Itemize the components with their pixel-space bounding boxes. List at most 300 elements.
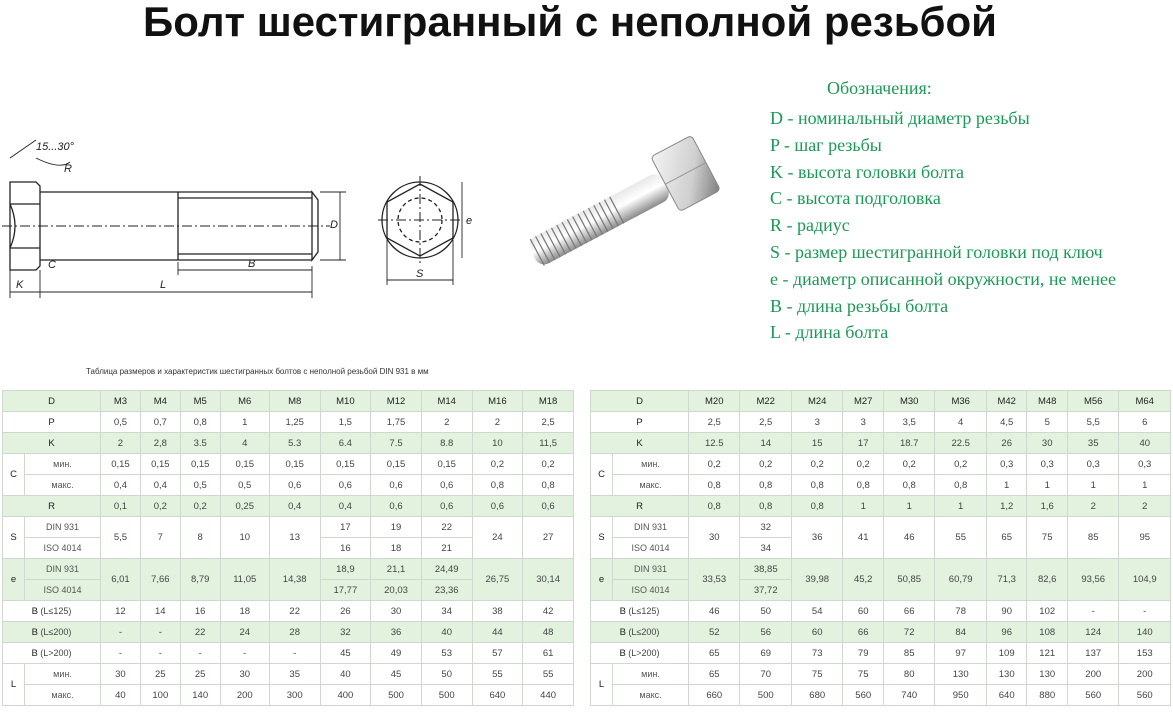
table-cell: 11,05 — [220, 559, 269, 601]
table-cell: 24 — [220, 622, 269, 643]
table-cell: 1,75 — [371, 412, 422, 433]
table-cell: 0,2 — [472, 454, 523, 475]
table-row — [3, 496, 574, 517]
row-label: DIN 931 — [613, 559, 689, 580]
table-cell: 40 — [101, 685, 141, 706]
table-cell: 17 — [843, 433, 884, 454]
table-cell: 500 — [371, 685, 422, 706]
table-cell: 40 — [1119, 433, 1171, 454]
table-cell: 44 — [472, 622, 523, 643]
table-cell: 0,6 — [472, 496, 523, 517]
table-cell: 69 — [740, 643, 791, 664]
table-cell: 0,15 — [269, 454, 320, 475]
row-label: DIN 931 — [25, 559, 101, 580]
table-cell: 1,6 — [1027, 496, 1068, 517]
row-label: C — [3, 454, 25, 496]
row-label: C — [591, 454, 613, 496]
table-cell: 14 — [740, 433, 791, 454]
table-cell: 0,3 — [1027, 454, 1068, 475]
table-cell: 0,8 — [472, 475, 523, 496]
table-cell: 30 — [371, 601, 422, 622]
table-cell: 93,56 — [1067, 559, 1118, 601]
legend-item: K - высота головки болта — [770, 161, 964, 182]
column-header: M14 — [421, 391, 472, 412]
table-row — [591, 391, 1171, 412]
table-row — [3, 664, 574, 685]
table-cell: 0,8 — [791, 496, 842, 517]
b-label: B — [619, 605, 626, 617]
table-cell: 0,6 — [421, 496, 472, 517]
row-label — [3, 643, 101, 664]
table-cell: 16 — [320, 538, 371, 559]
table-cell: 0,2 — [935, 454, 986, 475]
table-cell: 17,77 — [320, 580, 371, 601]
table-cell: 35 — [1067, 433, 1118, 454]
table-cell: 5,5 — [1067, 412, 1118, 433]
table-cell: 6 — [1119, 412, 1171, 433]
table-cell: 18 — [220, 601, 269, 622]
table-cell: 22.5 — [935, 433, 986, 454]
row-label: R — [591, 496, 689, 517]
table-row — [3, 517, 574, 538]
table-cell: 50,85 — [883, 559, 934, 601]
table-cell: 130 — [986, 664, 1027, 685]
table-row — [3, 559, 574, 580]
table-row — [591, 496, 1171, 517]
table-row — [3, 454, 574, 475]
table-cell: 2 — [421, 412, 472, 433]
column-header: M48 — [1027, 391, 1068, 412]
table-cell: 3 — [791, 412, 842, 433]
table-cell: 20,03 — [371, 580, 422, 601]
b-condition: (L≤200) — [37, 626, 72, 637]
table-cell: 660 — [689, 685, 740, 706]
table-cell: 46 — [883, 517, 934, 559]
table-cell: 1 — [1119, 475, 1171, 496]
dimensions-table-2 — [590, 390, 1171, 706]
drawing-label-B: B — [248, 258, 256, 270]
table-cell: 0,5 — [101, 412, 141, 433]
table-cell: 2 — [101, 433, 141, 454]
drawing-label-L: L — [160, 279, 167, 291]
table-cell: 0,6 — [421, 475, 472, 496]
table-cell: 200 — [1119, 664, 1171, 685]
table-cell: 32 — [320, 622, 371, 643]
table-cell: 1 — [843, 496, 884, 517]
column-header: M6 — [220, 391, 269, 412]
table-cell: 0,2 — [740, 454, 791, 475]
table-cell: 440 — [523, 685, 574, 706]
table-cell: 0,8 — [689, 475, 740, 496]
table-cell: 26 — [986, 433, 1027, 454]
table-row — [591, 622, 1171, 643]
table-cell: 1 — [883, 496, 934, 517]
table-cell: 124 — [1067, 622, 1118, 643]
row-label: DIN 931 — [25, 517, 101, 538]
table-cell: 27 — [523, 517, 574, 559]
bolt-drawing — [0, 120, 480, 305]
table-cell: 84 — [935, 622, 986, 643]
table-cell: 46 — [689, 601, 740, 622]
table-cell: 39,98 — [791, 559, 842, 601]
table-cell: 13 — [269, 517, 320, 559]
table-cell: 60 — [791, 622, 842, 643]
table-cell: 0,6 — [371, 475, 422, 496]
table-cell: - — [180, 643, 220, 664]
row-label: K — [591, 433, 689, 454]
table-cell: 140 — [1119, 622, 1171, 643]
table-cell: 0,8 — [689, 496, 740, 517]
table-cell: 7,66 — [140, 559, 180, 601]
table-row — [3, 685, 574, 706]
legend-item: L - длина болта — [770, 322, 889, 343]
table-cell: 12 — [101, 601, 141, 622]
table-cell: 500 — [421, 685, 472, 706]
row-label — [591, 601, 689, 622]
table-cell: 200 — [220, 685, 269, 706]
table-cell: 300 — [269, 685, 320, 706]
table-cell: 0,4 — [320, 496, 371, 517]
table-cell: 2,5 — [689, 412, 740, 433]
table-cell: 70 — [740, 664, 791, 685]
table-cell: 66 — [843, 622, 884, 643]
table-cell: 560 — [1067, 685, 1118, 706]
table-cell: 0,8 — [523, 475, 574, 496]
drawing-label-D: D — [330, 219, 338, 231]
table-cell: 2 — [1119, 496, 1171, 517]
table-cell: 104,9 — [1119, 559, 1171, 601]
table-row — [3, 622, 574, 643]
table-row — [3, 475, 574, 496]
table-cell: 0,15 — [371, 454, 422, 475]
table-cell: 30 — [1027, 433, 1068, 454]
table-cell: 72 — [883, 622, 934, 643]
table-cell: 8 — [180, 517, 220, 559]
table-cell: - — [101, 643, 141, 664]
table-cell: 95 — [1119, 517, 1171, 559]
column-header: M8 — [269, 391, 320, 412]
column-header: M56 — [1067, 391, 1118, 412]
table-cell: 7 — [140, 517, 180, 559]
table-row — [591, 412, 1171, 433]
table-cell: - — [269, 643, 320, 664]
table-cell: 24 — [472, 517, 523, 559]
table-cell: 1,25 — [269, 412, 320, 433]
table-cell: 121 — [1027, 643, 1068, 664]
table-cell: 2,8 — [140, 433, 180, 454]
table-cell: 42 — [523, 601, 574, 622]
row-label: макс. — [25, 685, 101, 706]
table-cell: 40 — [421, 622, 472, 643]
legend-item: D - номинальный диаметр резьбы — [770, 108, 1030, 128]
row-label: мин. — [25, 664, 101, 685]
table-cell: 55 — [523, 664, 574, 685]
column-header: M20 — [689, 391, 740, 412]
table-cell: 30,14 — [523, 559, 574, 601]
table-cell: 0,3 — [986, 454, 1027, 475]
table-cell: 60,79 — [935, 559, 986, 601]
table-cell: 33,53 — [689, 559, 740, 601]
b-condition: (L≤200) — [625, 626, 660, 637]
b-condition: (L>200) — [37, 647, 72, 658]
table-cell: 57 — [472, 643, 523, 664]
table-cell: 0,2 — [689, 454, 740, 475]
table-row — [591, 664, 1171, 685]
table-cell: 55 — [935, 517, 986, 559]
table-cell: 2,5 — [523, 412, 574, 433]
table-cell: 1 — [1027, 475, 1068, 496]
table-cell: 56 — [740, 622, 791, 643]
row-label — [3, 622, 101, 643]
table-cell: 73 — [791, 643, 842, 664]
drawing-label-K: K — [16, 279, 24, 291]
row-label: P — [3, 412, 101, 433]
table-cell: 0,15 — [320, 454, 371, 475]
table-cell: 65 — [689, 643, 740, 664]
table-cell: 15 — [791, 433, 842, 454]
table-cell: 1 — [935, 496, 986, 517]
column-header: M16 — [472, 391, 523, 412]
table-cell: 0,15 — [180, 454, 220, 475]
table-cell: 25 — [140, 664, 180, 685]
table-cell: 640 — [986, 685, 1027, 706]
table-cell: 80 — [883, 664, 934, 685]
table-row — [591, 685, 1171, 706]
bolt-photo — [500, 118, 760, 288]
table-cell: 41 — [843, 517, 884, 559]
table-cell: 61 — [523, 643, 574, 664]
legend-item: R - радиус — [770, 215, 850, 236]
table-cell: 30 — [220, 664, 269, 685]
table-cell: 66 — [883, 601, 934, 622]
b-condition: (L≤125) — [37, 605, 72, 616]
table-cell: 1 — [986, 475, 1027, 496]
table-row — [591, 601, 1171, 622]
table-cell: 0,3 — [1119, 454, 1171, 475]
b-label: B — [31, 626, 38, 638]
table-cell: 0,15 — [140, 454, 180, 475]
table-cell: 11,5 — [523, 433, 574, 454]
table-cell: 85 — [883, 643, 934, 664]
table-cell: 0,6 — [320, 475, 371, 496]
table-cell: 0,4 — [140, 475, 180, 496]
table-row — [3, 412, 574, 433]
table-cell: 108 — [1027, 622, 1068, 643]
table-cell: 0,4 — [269, 496, 320, 517]
table-row — [3, 391, 574, 412]
table-cell: 102 — [1027, 601, 1068, 622]
table-cell: 22 — [421, 517, 472, 538]
table-cell: 140 — [180, 685, 220, 706]
table-cell: 97 — [935, 643, 986, 664]
table-cell: 0,8 — [740, 496, 791, 517]
table-cell: 0,1 — [101, 496, 141, 517]
table-cell: 32 — [740, 517, 791, 538]
table-cell: 60 — [843, 601, 884, 622]
drawing-label-e: e — [466, 215, 473, 227]
table-cell: 5 — [1027, 412, 1068, 433]
legend-heading: Обозначения: — [827, 78, 932, 98]
table-cell: 0,6 — [269, 475, 320, 496]
table-cell: 75 — [1027, 517, 1068, 559]
table-cell: 950 — [935, 685, 986, 706]
table-cell: 34 — [740, 538, 791, 559]
row-label: D — [591, 391, 689, 412]
table-cell: 640 — [472, 685, 523, 706]
row-label — [591, 622, 689, 643]
table-cell: 8.8 — [421, 433, 472, 454]
row-label: мин. — [613, 454, 689, 475]
table-cell: 71,3 — [986, 559, 1027, 601]
column-header: M30 — [883, 391, 934, 412]
table-cell: 1,5 — [320, 412, 371, 433]
table-cell: 65 — [986, 517, 1027, 559]
column-header: M12 — [371, 391, 422, 412]
table-cell: 560 — [1119, 685, 1171, 706]
table-cell: 18,9 — [320, 559, 371, 580]
table-cell: 100 — [140, 685, 180, 706]
legend-item: C - высота подголовка — [770, 188, 941, 209]
table-cell: 35 — [269, 664, 320, 685]
column-header: M64 — [1119, 391, 1171, 412]
b-label: B — [619, 626, 626, 638]
table-cell: 0,6 — [523, 496, 574, 517]
table-cell: 30 — [101, 664, 141, 685]
row-label — [591, 643, 689, 664]
table-cell: 0,25 — [220, 496, 269, 517]
legend-item: P - шаг резьбы — [770, 134, 882, 155]
table-cell: 3,5 — [883, 412, 934, 433]
table-cell: 40 — [320, 664, 371, 685]
table-cell: 0,2 — [791, 454, 842, 475]
table-cell: 2,5 — [740, 412, 791, 433]
row-label: S — [591, 517, 613, 559]
column-header: M36 — [935, 391, 986, 412]
column-header: M42 — [986, 391, 1027, 412]
table-cell: 0,7 — [140, 412, 180, 433]
table-row — [591, 454, 1171, 475]
row-label: ISO 4014 — [25, 580, 101, 601]
table-cell: 96 — [986, 622, 1027, 643]
table-cell: 1,2 — [986, 496, 1027, 517]
column-header: M18 — [523, 391, 574, 412]
table-row — [591, 643, 1171, 664]
table-cell: 5,5 — [101, 517, 141, 559]
table-row — [591, 433, 1171, 454]
row-label: ISO 4014 — [25, 538, 101, 559]
table-cell: 2 — [1067, 496, 1118, 517]
table-cell: 0,2 — [843, 454, 884, 475]
table-cell: 18 — [371, 538, 422, 559]
table-cell: 200 — [1067, 664, 1118, 685]
row-label: макс. — [613, 685, 689, 706]
legend-item: e - диаметр описанной окружности, не менее — [770, 268, 1116, 289]
table-cell: 23,36 — [421, 580, 472, 601]
b-label: B — [31, 647, 38, 659]
table-cell: 0,8 — [935, 475, 986, 496]
table-cell: 82,6 — [1027, 559, 1068, 601]
b-condition: (L≤125) — [625, 605, 660, 616]
table-cell: 37,72 — [740, 580, 791, 601]
table-cell: 45 — [320, 643, 371, 664]
drawing-angle-label: 15...30° — [36, 141, 75, 153]
column-header: M3 — [101, 391, 141, 412]
column-header: M10 — [320, 391, 371, 412]
table-cell: 0,8 — [791, 475, 842, 496]
table-cell: 38 — [472, 601, 523, 622]
row-label: e — [591, 559, 613, 601]
table-cell: 0,2 — [523, 454, 574, 475]
table-cell: 560 — [843, 685, 884, 706]
row-label: L — [3, 664, 25, 706]
table-cell: 0,8 — [843, 475, 884, 496]
table-cell: 2 — [472, 412, 523, 433]
table-cell: 45,2 — [843, 559, 884, 601]
table-cell: 500 — [740, 685, 791, 706]
table-cell: 4,5 — [986, 412, 1027, 433]
table-cell: 17 — [320, 517, 371, 538]
drawing-label-R: R — [64, 163, 72, 175]
table-row — [3, 601, 574, 622]
table-cell: 400 — [320, 685, 371, 706]
table-cell: 3.5 — [180, 433, 220, 454]
table-cell: 8,79 — [180, 559, 220, 601]
row-label: ISO 4014 — [613, 580, 689, 601]
table-cell: 109 — [986, 643, 1027, 664]
b-condition: (L>200) — [625, 647, 660, 658]
table-cell: 0,5 — [220, 475, 269, 496]
table-cell: 740 — [883, 685, 934, 706]
table-cell: 79 — [843, 643, 884, 664]
table-cell: 22 — [180, 622, 220, 643]
column-header: M4 — [140, 391, 180, 412]
row-label: R — [3, 496, 101, 517]
table-cell: 0,15 — [220, 454, 269, 475]
table-cell: 0,15 — [101, 454, 141, 475]
table-cell: 34 — [421, 601, 472, 622]
table-cell: 4 — [935, 412, 986, 433]
table-cell: - — [1067, 601, 1118, 622]
table-cell: 0,4 — [101, 475, 141, 496]
table-cell: 0,15 — [421, 454, 472, 475]
table-row — [591, 559, 1171, 580]
table-cell: 0,2 — [180, 496, 220, 517]
table-cell: 36 — [371, 622, 422, 643]
table-cell: 6.4 — [320, 433, 371, 454]
table-cell: 48 — [523, 622, 574, 643]
table-cell: 5.3 — [269, 433, 320, 454]
table-cell: - — [101, 622, 141, 643]
table-cell: 54 — [791, 601, 842, 622]
row-label: L — [591, 664, 613, 706]
b-label: B — [31, 605, 38, 617]
legend-item: S - размер шестигранной головки под ключ — [770, 241, 1103, 262]
table-cell: 75 — [791, 664, 842, 685]
b-label: B — [619, 647, 626, 659]
table-cell: 6,01 — [101, 559, 141, 601]
column-header: M27 — [843, 391, 884, 412]
table-cell: 19 — [371, 517, 422, 538]
row-label: DIN 931 — [613, 517, 689, 538]
table-cell: 3 — [843, 412, 884, 433]
table-cell: 0,8 — [740, 475, 791, 496]
drawing-label-S: S — [416, 268, 424, 280]
table-cell: 36 — [791, 517, 842, 559]
table-cell: 21,1 — [371, 559, 422, 580]
dimensions-table-1 — [2, 390, 574, 706]
table-cell: 85 — [1067, 517, 1118, 559]
table-cell: 14 — [140, 601, 180, 622]
